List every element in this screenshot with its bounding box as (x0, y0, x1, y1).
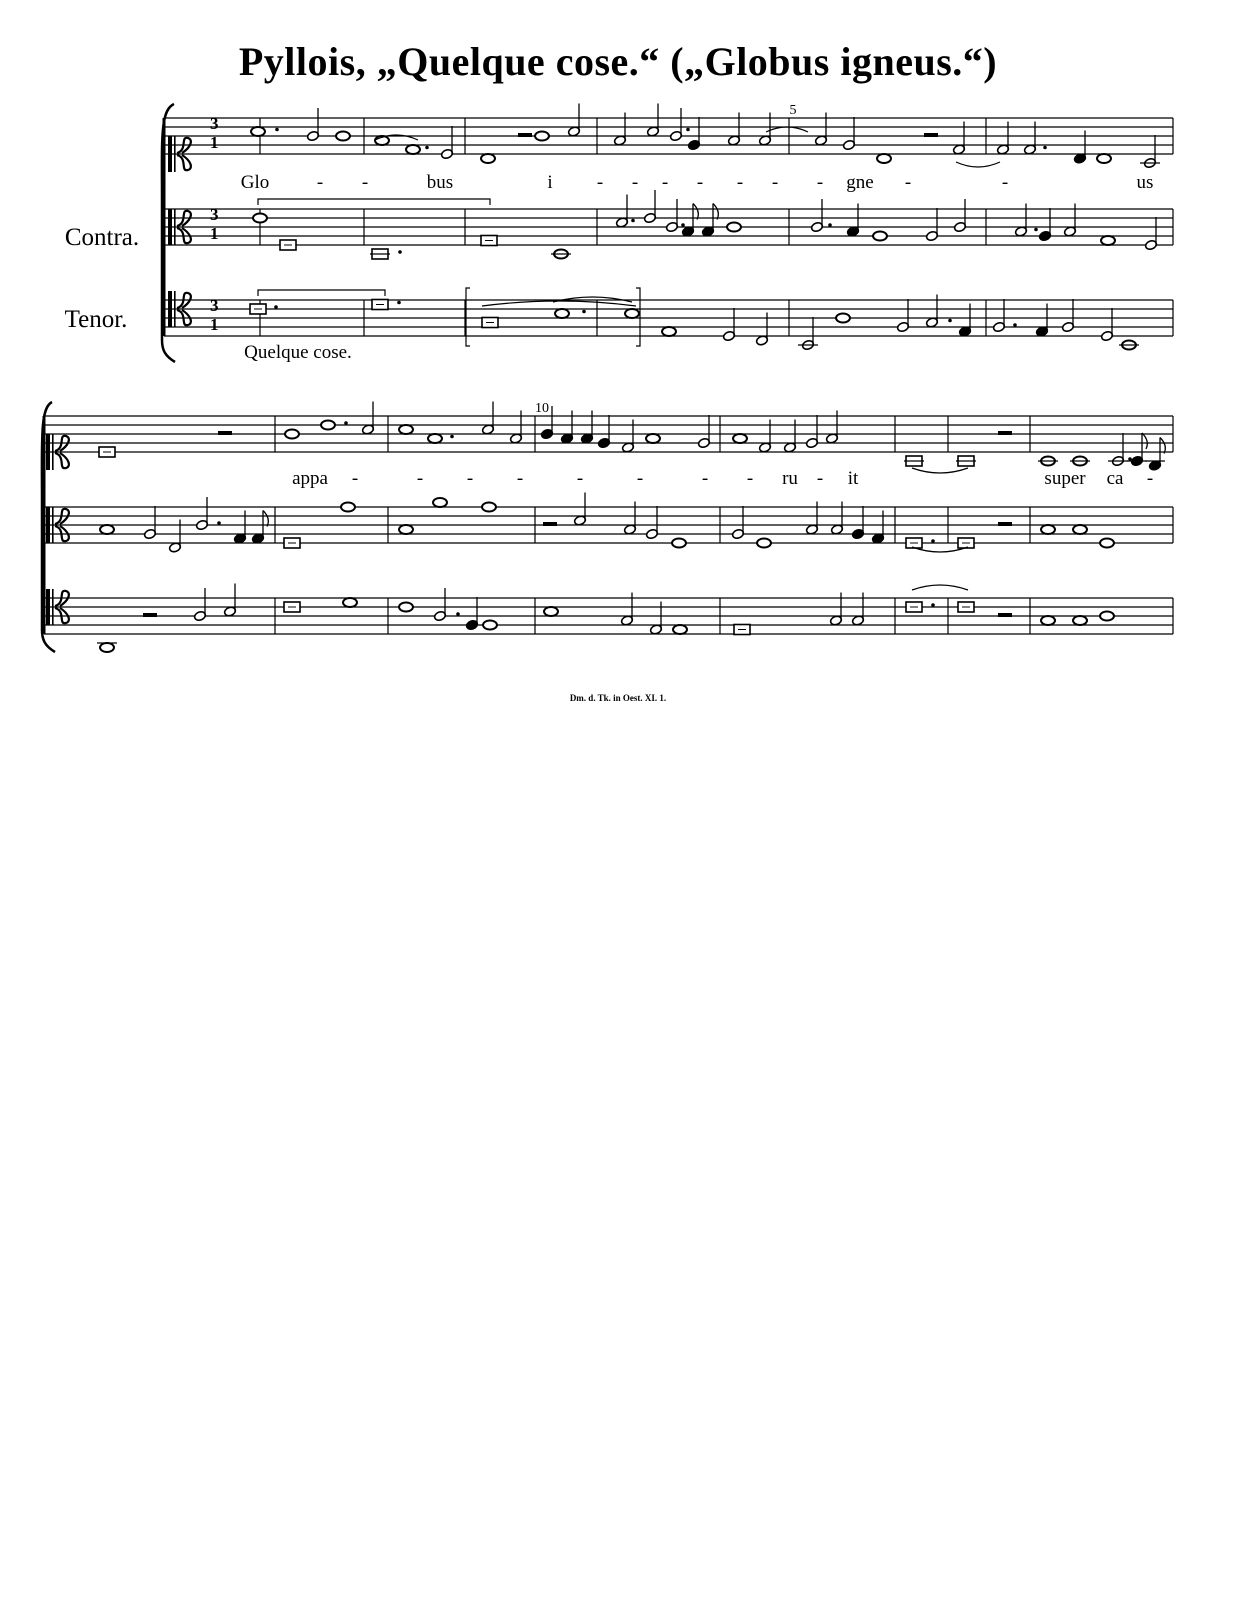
half-note (615, 195, 628, 229)
whole-note (399, 425, 413, 434)
half-note (1100, 308, 1113, 342)
rest (143, 613, 157, 617)
notehead (399, 425, 413, 434)
whole-note (341, 503, 355, 512)
lyric-syllable: Glo (240, 172, 270, 193)
rest (218, 431, 232, 435)
lyric-syllable: - (771, 172, 779, 193)
breve-note (284, 538, 300, 548)
flag (1160, 438, 1165, 454)
half-note (643, 190, 656, 224)
half-note (567, 104, 580, 138)
breve-note (958, 538, 974, 548)
half-note (1108, 433, 1128, 467)
whole-note (727, 223, 741, 232)
half-note (306, 108, 319, 142)
flag (693, 204, 698, 220)
half-note (143, 506, 156, 540)
lyric-syllable: - (361, 172, 369, 193)
notehead (555, 309, 569, 318)
ligature-bracket (258, 199, 490, 205)
part-label-tenor: Tenor. (64, 306, 128, 333)
half-note (697, 415, 710, 449)
whole-note (321, 421, 335, 430)
whole-note (873, 232, 887, 241)
half-note (810, 199, 823, 233)
half-note (722, 308, 735, 342)
whole-note (399, 603, 413, 612)
clef-bar-thin (52, 589, 54, 625)
whole-note (1100, 612, 1114, 621)
whole-note (1038, 457, 1058, 466)
clef-curve-bottom (55, 453, 69, 468)
half-note (481, 402, 494, 436)
time-signature-top: 3 (210, 114, 219, 133)
notehead (483, 621, 497, 630)
whole-note (757, 539, 771, 548)
score-labels (65, 224, 140, 333)
measure-number: 5 (789, 103, 797, 118)
notehead (433, 498, 447, 507)
breve-note (906, 602, 922, 612)
notehead (873, 232, 887, 241)
half-note (193, 588, 206, 622)
clef-bar (46, 507, 50, 543)
whole-note (1070, 457, 1090, 466)
flag (263, 511, 268, 527)
breve-note (372, 300, 388, 310)
half-note (1144, 217, 1157, 251)
system-2 (42, 401, 1173, 652)
dot (450, 435, 454, 439)
slur (956, 162, 1000, 167)
lyric-syllable: ca (1106, 468, 1124, 489)
whole-note (555, 309, 569, 318)
whole-note (343, 598, 357, 607)
notehead (251, 127, 265, 136)
whole-note (251, 127, 265, 136)
whole-note (1073, 616, 1087, 625)
whole-note (483, 621, 497, 630)
time-signature-bottom: 1 (210, 133, 219, 152)
whole-note (253, 214, 267, 223)
notehead (482, 503, 496, 512)
dot (631, 219, 635, 223)
clef-bar-thin (52, 434, 54, 470)
whole-note (662, 327, 676, 336)
whole-note (551, 250, 571, 259)
breve-note (284, 602, 300, 612)
whole-note (482, 503, 496, 512)
dot (425, 146, 429, 150)
notehead (662, 327, 676, 336)
rest (543, 522, 557, 526)
notehead (100, 643, 114, 652)
whole-note (672, 539, 686, 548)
flag (1142, 433, 1147, 449)
dot (681, 223, 685, 227)
dot (931, 603, 935, 607)
lyric-syllable: - (904, 172, 912, 193)
whole-note (336, 132, 350, 141)
quarter-note (1038, 208, 1051, 242)
lyric-syllable: bus (426, 172, 454, 193)
notehead (1073, 616, 1087, 625)
lyric-syllable: - (466, 468, 474, 489)
whole-note (646, 434, 660, 443)
lyric-syllable: us (1136, 172, 1154, 193)
notehead (646, 434, 660, 443)
half-note (896, 299, 909, 333)
ligature-bracket (258, 290, 385, 296)
breve-note (906, 538, 922, 548)
clef-bar-thin (174, 209, 176, 245)
whole-note (1073, 525, 1087, 534)
notehead (733, 434, 747, 443)
slur (482, 301, 636, 306)
whole-note (1119, 341, 1139, 350)
time-signature-bottom: 1 (210, 315, 219, 334)
notehead (836, 314, 850, 323)
clef-bar-thin (174, 291, 176, 327)
slur (912, 468, 968, 473)
dot (275, 128, 279, 132)
notehead (727, 223, 741, 232)
quarter-note (465, 597, 478, 631)
breve-note (280, 240, 296, 250)
whole-note (1041, 616, 1055, 625)
whole-note (406, 145, 420, 154)
time-signature-bottom: 1 (210, 224, 219, 243)
clef-bar (168, 136, 172, 172)
time-signature-top: 3 (210, 296, 219, 315)
dot (1043, 146, 1047, 150)
half-note (1061, 299, 1074, 333)
notehead (535, 132, 549, 141)
tenor-incipit: Quelque cose. (244, 342, 352, 363)
lyric-syllable: - (516, 468, 524, 489)
half-note (433, 588, 446, 622)
piece-title: Pyllois, „Quelque cose.“ („Globus igneus.“) (238, 39, 998, 84)
half-note (805, 415, 818, 449)
whole-note (481, 154, 495, 163)
half-note (440, 126, 453, 160)
notehead (673, 625, 687, 634)
half-note (992, 299, 1005, 333)
lyric-syllable: super (1044, 468, 1086, 489)
half-note (669, 108, 682, 142)
breve-note (958, 602, 974, 612)
lyric-syllable: i (547, 172, 553, 193)
whole-note (535, 132, 549, 141)
dot (217, 521, 221, 525)
breve-note (481, 236, 497, 246)
notehead (343, 598, 357, 607)
breve-note (250, 304, 266, 314)
half-note (361, 402, 374, 436)
whole-note (673, 625, 687, 634)
eighth-note (1127, 433, 1147, 467)
whole-note (625, 309, 639, 318)
half-note (223, 584, 236, 618)
whole-note (836, 314, 850, 323)
notehead (481, 154, 495, 163)
dot (686, 128, 690, 132)
lyric-syllable: - (631, 172, 639, 193)
bracket-left (466, 288, 470, 346)
breve-note (904, 456, 924, 466)
notehead (336, 132, 350, 141)
part-label-contra: Contra. (64, 224, 140, 251)
clef-bar (46, 589, 50, 625)
rest (924, 133, 938, 137)
notehead (1041, 525, 1055, 534)
breve-note (482, 318, 498, 328)
rest (518, 133, 532, 137)
quarter-note (687, 117, 700, 151)
quarter-note (597, 415, 610, 449)
lyric-syllable: - (576, 468, 584, 489)
dot (397, 301, 401, 305)
lyric-syllable: - (596, 172, 604, 193)
notehead (1101, 236, 1115, 245)
notehead (544, 607, 558, 616)
notehead (1097, 154, 1111, 163)
lyric-syllable: appa (292, 468, 328, 489)
whole-note (1101, 236, 1115, 245)
breve-note (99, 447, 115, 457)
lyric-syllable: - (661, 172, 669, 193)
dot (582, 310, 586, 314)
breve-note (370, 249, 390, 259)
notehead (1100, 612, 1114, 621)
half-note (195, 497, 208, 531)
half-note (731, 506, 744, 540)
whole-note (399, 525, 413, 534)
whole-note (1097, 154, 1111, 163)
half-note (646, 104, 659, 138)
lyric-syllable: - (696, 172, 704, 193)
notehead (757, 539, 771, 548)
half-note (798, 317, 818, 351)
dot (274, 305, 278, 309)
whole-note (544, 607, 558, 616)
time-signature-top: 3 (210, 205, 219, 224)
whole-note (285, 430, 299, 439)
lyric-syllable: - (416, 468, 424, 489)
dot (931, 539, 935, 543)
whole-note (1041, 525, 1055, 534)
notehead (399, 525, 413, 534)
dot (1034, 228, 1038, 232)
clef-bar (46, 434, 50, 470)
half-note (665, 199, 678, 233)
lyric-syllable: gne (846, 172, 874, 193)
clef-bar (168, 291, 172, 327)
notehead (321, 421, 335, 430)
lyric-syllable: it (847, 468, 859, 489)
rest (998, 522, 1012, 526)
dot (948, 319, 952, 323)
clef-bar-thin (174, 136, 176, 172)
whole-note (428, 434, 442, 443)
notehead (253, 214, 267, 223)
lyric-syllable: - (1146, 468, 1154, 489)
whole-note (877, 154, 891, 163)
rest (998, 613, 1012, 617)
dot (1128, 457, 1132, 461)
quarter-note (851, 506, 864, 540)
whole-note (100, 525, 114, 534)
notehead (406, 145, 420, 154)
whole-note (1100, 539, 1114, 548)
dot (398, 250, 402, 254)
lyric-syllable: - (816, 468, 824, 489)
breve-note (734, 625, 750, 635)
slur (912, 585, 968, 590)
lyric-syllable: - (701, 468, 709, 489)
half-note (842, 117, 855, 151)
notehead (399, 603, 413, 612)
dot (1013, 323, 1017, 327)
notehead (341, 503, 355, 512)
lyric-syllable: - (816, 172, 824, 193)
half-note (953, 199, 966, 233)
notehead (1100, 539, 1114, 548)
notehead (877, 154, 891, 163)
dot (344, 421, 348, 425)
clef-bar-thin (52, 507, 54, 543)
notehead (1041, 616, 1055, 625)
footer-citation: Dm. d. Tk. in Oest. XI. 1. (569, 693, 667, 703)
notehead (625, 309, 639, 318)
notehead (428, 434, 442, 443)
slur (766, 127, 808, 132)
dot (828, 223, 832, 227)
lyric-syllable: - (351, 468, 359, 489)
half-note (1140, 135, 1160, 169)
lyric-syllable: - (746, 468, 754, 489)
system-1 (162, 103, 1173, 363)
whole-note (733, 434, 747, 443)
lyric-syllable: ru (782, 468, 798, 489)
flag (713, 204, 718, 220)
half-note (573, 493, 586, 527)
half-note (925, 208, 938, 242)
dot (456, 612, 460, 616)
half-note (645, 506, 658, 540)
measure-number: 10 (535, 401, 549, 416)
clef-bar (168, 209, 172, 245)
notehead (1073, 525, 1087, 534)
notehead (672, 539, 686, 548)
clef-curve-bottom (177, 155, 191, 170)
lyric-syllable: - (1001, 172, 1009, 193)
lyric-syllable: - (736, 172, 744, 193)
whole-note (97, 643, 117, 652)
notehead (100, 525, 114, 534)
notehead (285, 430, 299, 439)
breve-note (956, 456, 976, 466)
whole-note (433, 498, 447, 507)
lyric-syllable: - (636, 468, 644, 489)
rest (998, 431, 1012, 435)
lyric-syllable: - (316, 172, 324, 193)
